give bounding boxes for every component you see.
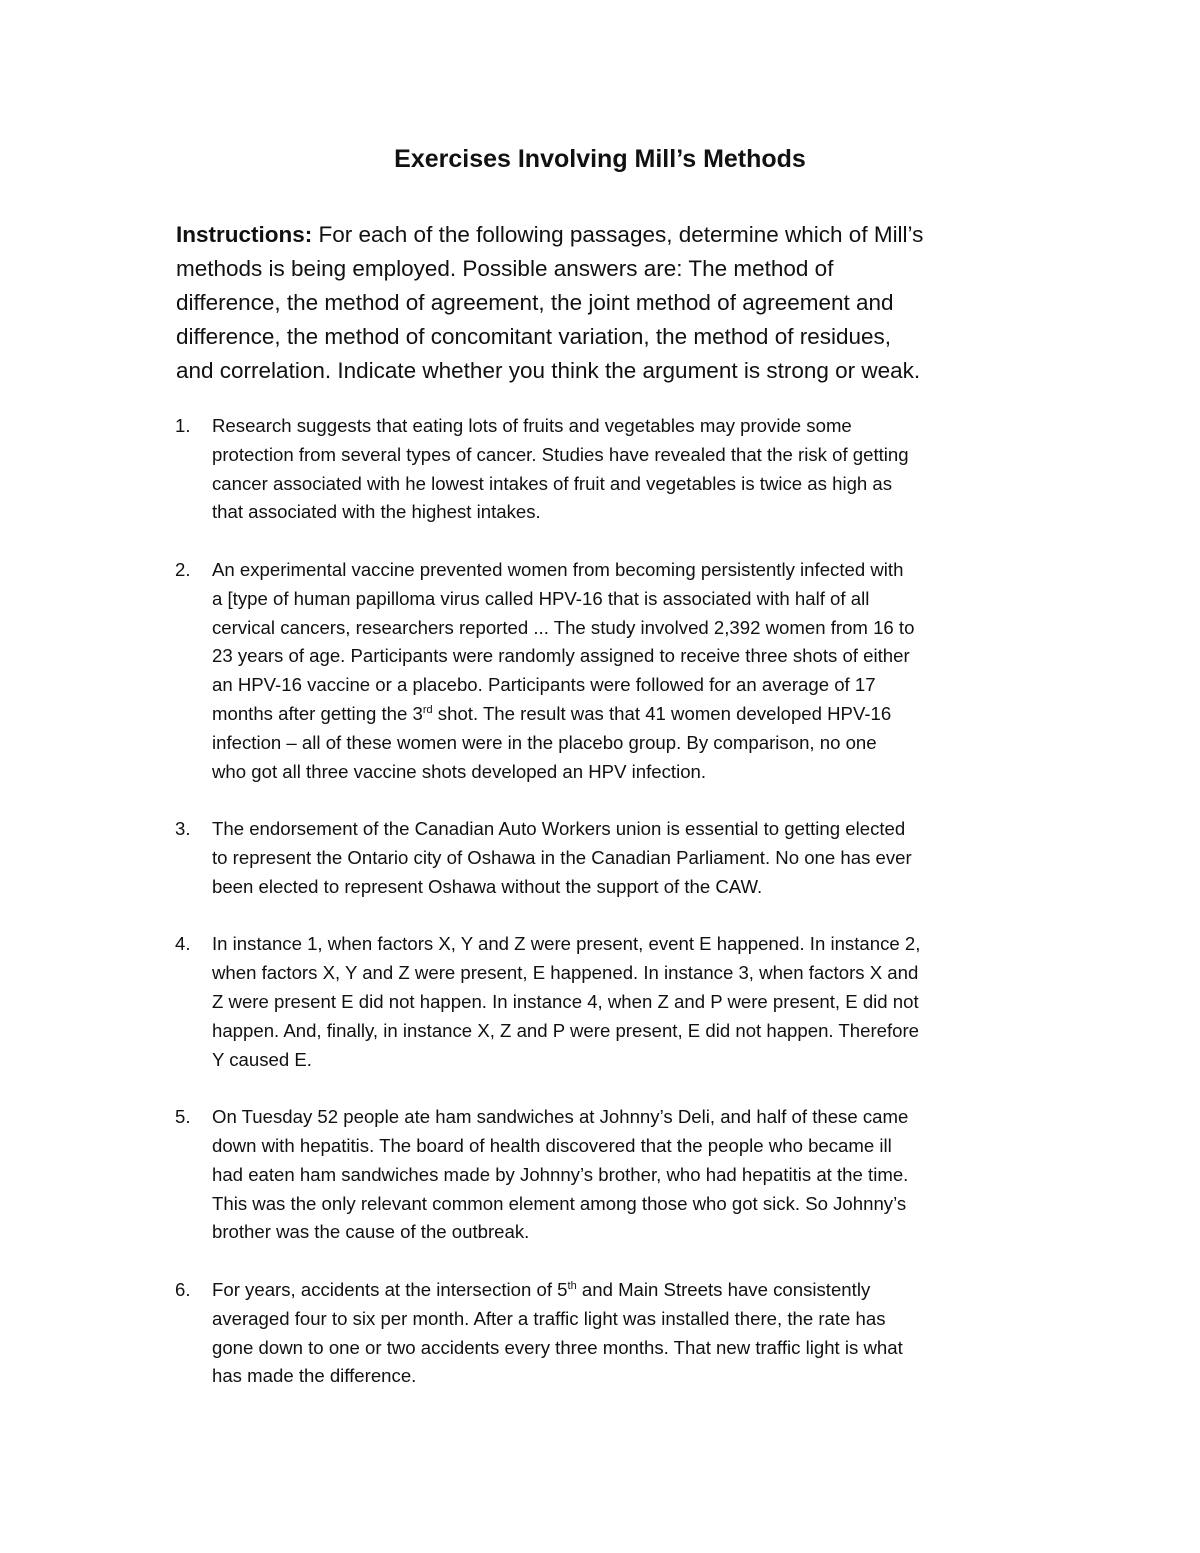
- exercise-line: [212, 1276, 920, 1305]
- line-text: Y caused E.: [212, 1048, 312, 1070]
- exercise-line: [212, 1132, 920, 1161]
- line-text: a [type of human papilloma virus called HPV-16 that is associated with half of all: [212, 587, 870, 609]
- line-text: been elected to represent Oshawa without the support of the CAW.: [212, 875, 763, 897]
- exercise-line: [212, 1190, 920, 1219]
- exercise-line: [212, 1334, 920, 1363]
- line-text: to represent the Ontario city of Oshawa in the Canadian Parliament. No one has ever: [212, 846, 912, 868]
- ordinal-superscript: rd: [422, 703, 433, 716]
- line-text: protection from several types of cancer. Studies have revealed that the risk of getting: [212, 443, 909, 465]
- instructions-text: difference, the method of agreement, the joint method of agreement and: [176, 290, 894, 315]
- exercise-list: [175, 412, 920, 1420]
- instructions-line: [176, 320, 923, 354]
- exercise-line: [212, 815, 920, 844]
- instructions-text: and correlation. Indicate whether you think the argument is strong or weak.: [176, 358, 921, 383]
- line-text: had eaten ham sandwiches made by Johnny’s brother, who had hepatitis at the time.: [212, 1163, 909, 1185]
- line-text: months after getting the 3: [212, 702, 423, 724]
- exercise-line: [212, 412, 920, 441]
- line-text: has made the difference.: [212, 1365, 417, 1387]
- exercise-line: [212, 556, 920, 585]
- line-text: The endorsement of the Canadian Auto Workers union is essential to getting elected: [212, 818, 906, 840]
- line-text: Z were present E did not happen. In instance 4, when Z and P were present, E did not: [212, 990, 919, 1012]
- exercise-number: 1.: [175, 415, 191, 436]
- line-text: averaged four to six per month. After a traffic light was installed there, the rate has: [212, 1307, 886, 1329]
- line-text: down with hepatitis. The board of health discovered that the people who became ill: [212, 1134, 892, 1156]
- line-text: and Main Streets have consistently: [576, 1278, 871, 1300]
- exercise-line: [212, 1305, 920, 1334]
- exercise-line: [212, 930, 920, 959]
- exercise-number: 6.: [175, 1278, 191, 1300]
- exercise-number: 4.: [175, 933, 191, 955]
- instructions-line: [176, 286, 923, 320]
- line-text: an HPV-16 vaccine or a placebo. Participants were followed for an average of 17: [212, 674, 876, 696]
- instructions-line: [176, 354, 923, 388]
- exercise-line: [212, 729, 920, 758]
- exercise-line: [212, 758, 920, 787]
- instructions: [176, 218, 923, 388]
- line-text: that associated with the highest intakes.: [212, 501, 541, 523]
- exercise-line: [212, 671, 920, 700]
- exercise-line: [212, 844, 920, 873]
- ordinal-superscript: th: [567, 1279, 577, 1292]
- line-text: cervical cancers, researchers reported ... The study involved 2,392 women from 16 to: [212, 616, 915, 638]
- exercise-line: [212, 700, 920, 729]
- exercise-item: [175, 1103, 920, 1247]
- exercise-line: [212, 1362, 920, 1391]
- line-text: On Tuesday 52 people ate ham sandwiches at Johnny’s Deli, and half of these came: [212, 1106, 909, 1128]
- exercise-line: [212, 873, 920, 902]
- exercise-item: [175, 1276, 920, 1391]
- exercise-line: [212, 988, 920, 1017]
- instructions-text: methods is being employed. Possible answers are: The method of: [176, 256, 834, 281]
- exercise-line: [212, 585, 920, 614]
- exercise-line: [212, 470, 920, 499]
- exercise-line: [212, 959, 920, 988]
- exercise-line: [212, 498, 920, 527]
- line-text: This was the only relevant common element among those who got sick. So Johnny’s: [212, 1192, 907, 1214]
- exercise-number: 3.: [175, 818, 191, 840]
- exercise-line: [212, 441, 920, 470]
- line-text: For years, accidents at the intersection of 5: [212, 1278, 568, 1300]
- instructions-text: For each of the following passages, determine which of Mill’s: [312, 222, 924, 247]
- line-text: gone down to one or two accidents every three months. That new traffic light is what: [212, 1336, 903, 1358]
- exercise-line: [212, 642, 920, 671]
- line-text: In instance 1, when factors X, Y and Z were present, event E happened. In instance 2,: [212, 933, 921, 955]
- exercise-line: [212, 1161, 920, 1190]
- page-title: Exercises Involving Mill’s Methods: [394, 145, 806, 173]
- exercise-item: [175, 556, 920, 786]
- exercise-line: [212, 1046, 920, 1075]
- exercise-line: [212, 614, 920, 643]
- exercise-line: [212, 1218, 920, 1247]
- line-text: happen. And, finally, in instance X, Z and P were present, E did not happen. Therefore: [212, 1019, 920, 1041]
- exercise-item: [175, 815, 920, 901]
- line-text: 23 years of age. Participants were randomly assigned to receive three shots of either: [212, 645, 910, 667]
- exercise-number: 5.: [175, 1106, 191, 1128]
- instructions-line: [176, 252, 923, 286]
- instructions-line: [176, 218, 923, 252]
- exercise-item: [175, 930, 920, 1074]
- line-text: An experimental vaccine prevented women from becoming persistently infected with: [212, 558, 904, 580]
- line-text: cancer associated with he lowest intakes of fruit and vegetables is twice as high as: [212, 472, 893, 494]
- instructions-label: Instructions:: [176, 222, 313, 247]
- line-text: when factors X, Y and Z were present, E happened. In instance 3, when factors X and: [212, 962, 919, 984]
- line-text: brother was the cause of the outbreak.: [212, 1221, 530, 1243]
- exercise-number: 2.: [175, 558, 191, 580]
- exercise-line: [212, 1017, 920, 1046]
- exercise-item: [175, 412, 920, 527]
- line-text: shot. The result was that 41 women developed HPV-16: [432, 702, 892, 724]
- instructions-text: difference, the method of concomitant variation, the method of residues,: [176, 324, 892, 349]
- line-text: infection – all of these women were in the placebo group. By comparison, no one: [212, 731, 877, 753]
- exercise-line: [212, 1103, 920, 1132]
- line-text: Research suggests that eating lots of fruits and vegetables may provide some: [212, 415, 852, 436]
- line-text: who got all three vaccine shots developed an HPV infection.: [212, 760, 707, 782]
